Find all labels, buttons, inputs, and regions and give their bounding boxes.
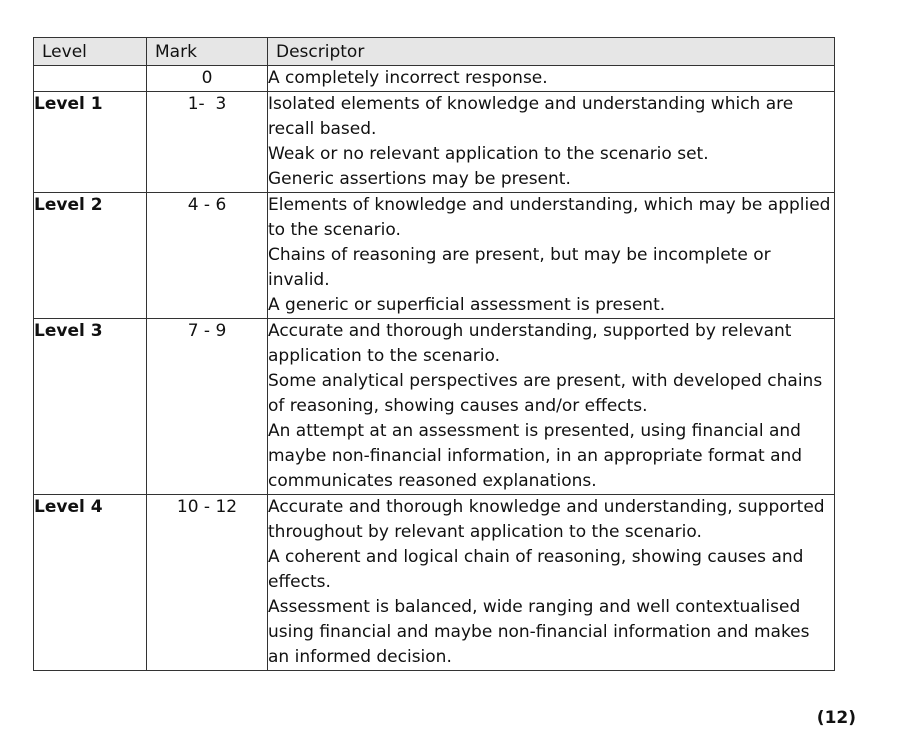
- descriptor-line: A generic or superficial assessment is present.: [268, 295, 666, 315]
- descriptor-cell: [268, 92, 835, 193]
- descriptor-line: Accurate and thorough understanding, supported by relevant application to the scenario.: [268, 321, 792, 366]
- descriptor-cell: [268, 495, 835, 671]
- level-cell: Level 2: [34, 193, 147, 319]
- descriptor-line: A coherent and logical chain of reasoning, showing causes and effects.: [268, 547, 804, 592]
- table-row: [34, 319, 835, 495]
- level-cell: Level 3: [34, 319, 147, 495]
- descriptor-line: Chains of reasoning are present, but may be incomplete or invalid.: [268, 245, 771, 290]
- descriptor-line: Generic assertions may be present.: [268, 169, 571, 189]
- descriptor-cell: [268, 66, 835, 92]
- table-row: [34, 66, 835, 92]
- total-marks: (12): [816, 708, 856, 728]
- level-cell: Level 1: [34, 92, 147, 193]
- mark-cell: 7 - 9: [147, 319, 268, 495]
- mark-cell: 0: [147, 66, 268, 92]
- mark-cell: 1- 3: [147, 92, 268, 193]
- descriptor-line: Some analytical perspectives are present, with developed chains of reasoning, showing causes and/or effects.: [268, 371, 823, 416]
- mark-cell: 4 - 6: [147, 193, 268, 319]
- descriptor-line: Assessment is balanced, wide ranging and well contextualised using financial and maybe non-financial information and makes an informed decision.: [268, 597, 810, 667]
- table-row: [34, 193, 835, 319]
- descriptor-line: Accurate and thorough knowledge and understanding, supported throughout by relevant application to the scenario.: [268, 497, 825, 542]
- mark-cell: 10 - 12: [147, 495, 268, 671]
- header-mark: Mark: [147, 38, 268, 66]
- descriptor-line: Weak or no relevant application to the scenario set.: [268, 144, 709, 164]
- table-row: [34, 495, 835, 671]
- mark-scheme-table: [33, 37, 835, 671]
- descriptor-line: An attempt at an assessment is presented, using financial and maybe non-financial information, in an appropriate format and communicates reasoned explanations.: [268, 421, 803, 491]
- descriptor-cell: [268, 319, 835, 495]
- descriptor-line: Isolated elements of knowledge and understanding which are recall based.: [268, 94, 794, 139]
- header-descriptor: Descriptor: [268, 38, 835, 66]
- level-cell: Level 4: [34, 495, 147, 671]
- header-level: Level: [34, 38, 147, 66]
- descriptor-line: A completely incorrect response.: [268, 68, 548, 88]
- descriptor-line: Elements of knowledge and understanding, which may be applied to the scenario.: [268, 195, 831, 240]
- descriptor-cell: [268, 193, 835, 319]
- level-cell: [34, 66, 147, 92]
- header-row: [34, 38, 835, 66]
- table-row: [34, 92, 835, 193]
